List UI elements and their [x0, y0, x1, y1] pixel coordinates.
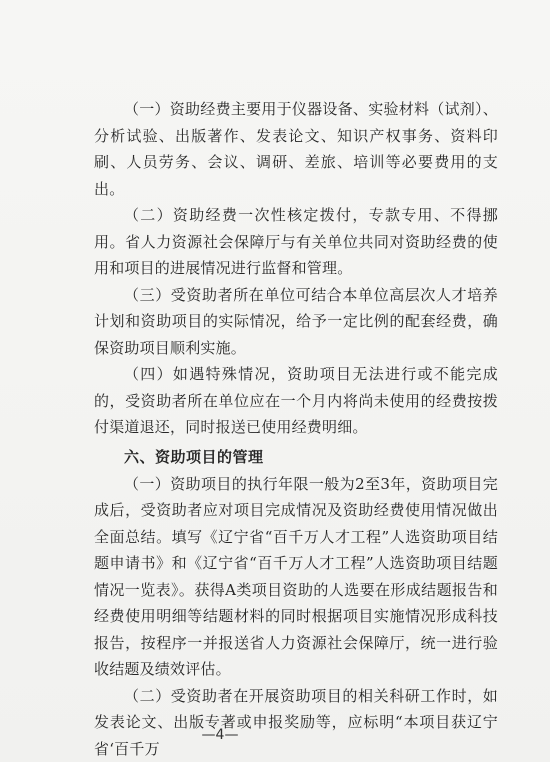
document-body	[94, 96, 498, 762]
paragraph-funding-allocation: （二）资助经费一次性核定拨付，专款专用、不得挪用。省人力资源社会保障厅与有关单位共同对资助经费的使用和项目的进展情况进行监督和管理。	[94, 206, 498, 277]
section-heading-project-management: 六、资助项目的管理	[124, 447, 264, 466]
paragraph-matching-funds: （三）受资助者所在单位可结合本单位高层次人才培养计划和资助项目的实际情况，给予一定比例的配套经费，确保资助项目顺利实施。	[94, 285, 498, 357]
paragraph-attribution: （二）受资助者在开展资助项目的相关科研工作时，如发表论文、出版专著或申报奖励等，应标明“本项目获辽宁省‘百千万	[94, 686, 498, 758]
paragraph-project-duration: （一）资助项目的执行年限一般为2至3年，资助项目完成后，受资助者应对项目完成情况及资助经费使用情况做出全面总结。填写《辽宁省“百千万人才工程”人选资助项目结题申请书》和《辽宁省“百千万人才工程”人选资助项目结题情况一览表》。获得A类项目资助的人选要在形成结题报告和经费使用明细等结题材料的同时根据项目实施情况形成科技报告，按程序一并报送省人力资源社会保障厅，统一进行验收结题及绩效评估。	[94, 474, 498, 678]
paragraph-special-circumstances: （四）如遇特殊情况，资助项目无法进行或不能完成的，受资助者所在单位应在一个月内将尚未使用的经费按拨付渠道退还，同时报送已使用经费明细。	[94, 365, 498, 436]
paragraph-funding-usage: （一）资助经费主要用于仪器设备、实验材料（试剂）、分析试验、出版著作、发表论文、知识产权事务、资料印刷、人员劳务、会议、调研、差旅、培训等必要费用的支出。	[94, 100, 498, 198]
page-number: —4—	[201, 727, 239, 743]
